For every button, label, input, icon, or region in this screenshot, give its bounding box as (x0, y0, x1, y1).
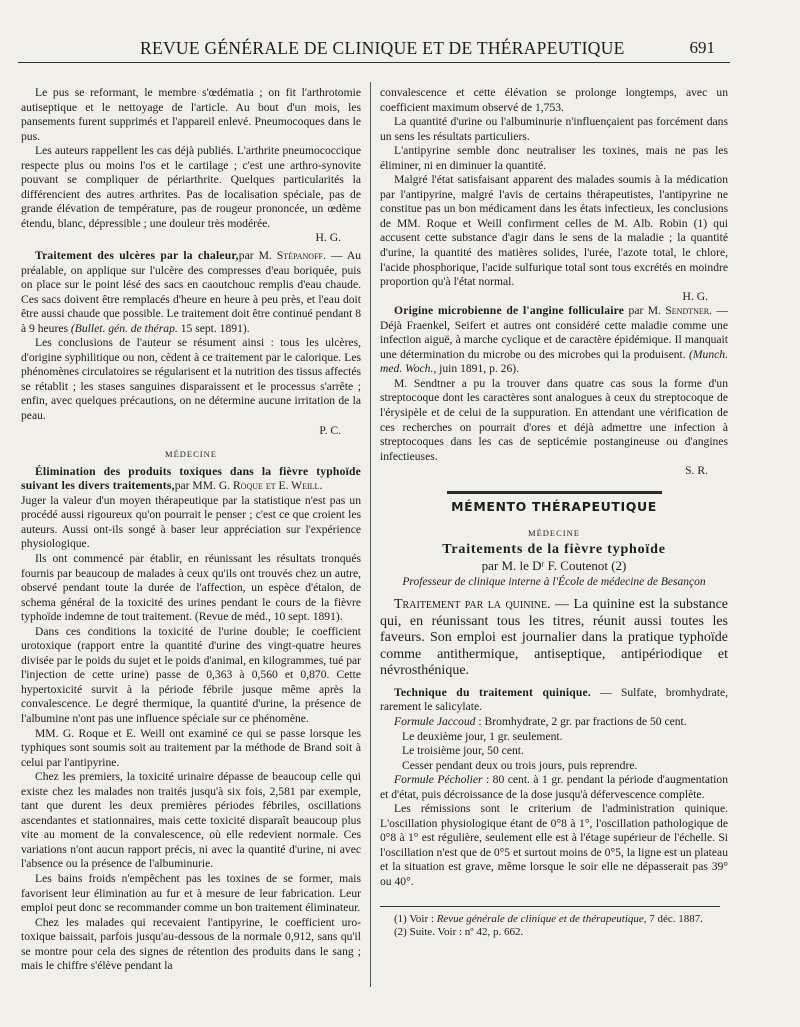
article-elimination-paragraph-1: Juger la valeur d'un moyen thérapeutique par la statistique n'est pas un procédé aussi rigoureux qu'on pourrait le penser ; c'est ce que croient les auteurs. Aussi ont-ils songé à baser leur appréciation sur l'expérience physiologique. (21, 493, 361, 551)
article-ulceres-author-prefix: par M. (238, 249, 277, 263)
article-elimination-paragraph-6: Les bains froids n'empêchent pas les toxines de se former, mais favorisent leur élimination au fur et à mesure de leur fabrication. Leur emploi peut donc se recommander comme un bon traitement éliminateur. (21, 871, 361, 915)
memento-article-title: Traitements de la fièvre typhoïde (442, 541, 666, 557)
article-elimination-paragraph-7: Chez les malades qui recevaient l'antipyrine, le coefficient uro-toxique baissait, parfois jusqu'au-dessous de la normale 0,912, sans qu'il se montre pour cela des signes de rétention des produits dans le sang ; mais le chiffre s'élève pendant la (21, 915, 361, 973)
page-number: 691 (689, 38, 715, 57)
footnote-1-prefix: (1) Voir : (394, 912, 437, 925)
article-elimination (21, 465, 361, 494)
article-angine-title: Origine microbienne de l'angine folliculaire (394, 304, 625, 318)
article-ulceres-citation-date: 15 sept. 1891). (177, 321, 250, 335)
article-elimination-paragraph-5: Chez les premiers, la toxicité urinaire dépasse de beaucoup celle qui existe chez les malades non traités jusqu'à six fois, 2,581 par exemple, tant que durent les deux premières périodes fébriles, oscillations ascendantes et stationnaires, mais cette toxicité disparaît beaucoup plus vite au moment de la convalescence, où elle redevient normale. Ces variations n'ont aucun rapport précis, ni avec la quantité d'urine, ni avec l'absence ou la présence de l'albuminurie. (21, 770, 361, 871)
memento-lead-heading: Traitement par la quinine. (394, 596, 551, 612)
article-elimination-paragraph-4: MM. G. Roque et E. Weill ont examiné ce qui se passe lorsque les typhiques sont soumis soit au traitement par la méthode de Brand soit à celui par l'antipyrine. (21, 726, 361, 769)
article-ulceres-paragraph-1: — Au préalable, on applique sur l'ulcère des compresses d'eau boriquée, puis on place sur le point lésé des sacs en caoutchouc remplis d'eau chaude. Ces sacs doivent être remplacés d'heure en heure à peu près, et l'eau doit être aussi chaude que possible. Le traitement doit être continué pendant 8 à 9 heures (21, 249, 361, 335)
intro-signature: H. G. (315, 231, 341, 245)
memento-remissions: Les rémissions sont le criterium de l'administration quinique. L'oscillation physiologique étant de 0°8 à 1°, l'oscillation pathologique de 0°8 à 1° est régulière, seulement elle est à l'étage supérieur de l'échelle. Si l'oscillation n'est que de 0°5 et surtout moins de 0°5, la ligne est un plateau et la situation est grave, même lorsque le soir elle ne dépasserait pas 39° ou 40°. (380, 802, 728, 889)
memento-technique-title: Technique du traitement quinique. (394, 685, 591, 699)
formula-jaccoud-text: : Bromhydrate, 2 gr. par fractions de 50 cent. (475, 715, 687, 729)
continuation-paragraph-2: La quantité d'urine ou l'albuminurie n'influençaient pas forcément dans un sens les résultats particuliers. (380, 115, 728, 143)
article-angine-author-prefix: par M. (624, 304, 666, 318)
article-ulceres-paragraph-2: Les conclusions de l'auteur se résument ainsi : tous les ulcères, d'origine syphilitique ou non, cèdent à ce traitement par le calorique. Les phénomènes circulatoires se régularisent et la nutrition des tissus affectés se rétablit ; les stases sanguines disparaissent et le processus s'arrête ; enfin, avec quelques précautions, on ne détermine aucune irritation de la peau. (21, 336, 361, 423)
article-angine-citation: (Munch. med. Woch., (380, 347, 728, 376)
memento-section-label: MÉDECINE (528, 528, 580, 539)
article-angine-citation-date: juin 1891, p. 26). (436, 362, 520, 376)
article-angine-author: Sendtner. (665, 304, 713, 318)
article-elimination-paragraph-3: Dans ces conditions la toxicité de l'urine double; le coefficient urotoxique (rapport entre la quantité d'urine des vingt-quatre heures divisée par le poids du sujet et le poids d'animal, en kilogrammes, tué par l'injection de cette urine) passe de 0,363 à 0,560 et 0,870. Cette hypertoxicité survit à la période fébrile jusque même après la convalescence. Le degré thermique, la quantité d'urine, la présence de l'albumine n'ont pas une influence spéciale sur ce phénomène. (21, 624, 361, 725)
article-angine-paragraph-2: M. Sendtner a pu la trouver dans quatre cas sous la forme d'un streptocoque dont les caractères sont analogues à ceux du streptocoque de l'érysipèle et de celui de la suppuration. En attendant une vérification de ces recherches on pourrait d'ores et déjà admettre une infection à streptocoques dans les cas de septicémie postangineuse ou d'angines infectieuses. (380, 376, 728, 463)
formula-jaccoud-day3: Le troisième jour, 50 cent. (402, 744, 524, 758)
memento-body (380, 686, 728, 890)
footnote-rule (380, 906, 720, 907)
article-ulceres-signature: P. C. (319, 423, 341, 437)
memento-formula-jaccoud (380, 715, 728, 730)
article-ulceres-title: Traitement des ulcères par la chaleur, (35, 249, 239, 263)
memento-title: MÉMENTO THÉRAPEUTIQUE (451, 498, 657, 514)
memento-technique-text: — Sulfate, bromhydrate, rarement le salicylate. (380, 685, 728, 714)
memento-formula-pecholier (380, 773, 728, 802)
memento-lead-text: — La quinine est la substance qui, en réunissant tous les titres, réunit aussi toutes les faveurs. Son emploi est journalier dans la pratique typhoïde comme antithermique, antiseptique, antipériodique et névrosthénique. (380, 596, 728, 679)
article-elimination-author-prefix: par MM. (174, 479, 219, 493)
continuation-paragraph-3: L'antipyrine semble donc neutraliser les toxines, mais ne pas les éliminer, ni en diminuer la quantité. (380, 144, 728, 172)
article-elimination-title: Élimination des produits toxiques dans la fièvre typhoïde suivant les divers traitements, (21, 464, 361, 493)
footnote-1-title: Revue générale de clinique et de thérapeutique, (436, 912, 647, 925)
continuation-signature: H. G. (682, 289, 708, 303)
formula-pecholier-label: Formule Pécholier (394, 773, 483, 787)
footnote-1-date: 7 déc. 1887. (646, 912, 704, 925)
page-header (110, 36, 715, 62)
footnote-2: (2) Suite. Voir : nº 42, p. 662. (394, 926, 524, 939)
formula-jaccoud-stop: Cesser pendant deux ou trois jours, puis reprendre. (402, 758, 638, 772)
article-elimination-author: G. Roque et E. Weill. (218, 479, 323, 493)
right-column (380, 86, 728, 1001)
article-angine-paragraph-1: — Déjà Fraenkel, Seifert et autres ont considéré cette maladie comme une infection aiguë, à marche cyclique et de caractère épidémique. Il manquait une détermination du microbe ou des microbes qui la produisent. (380, 304, 728, 361)
column-divider (370, 82, 371, 987)
memento-author-line: par M. le Dʳ F. Coutenot (2) (481, 558, 627, 574)
header-rule (18, 62, 730, 63)
footnote-1 (380, 913, 728, 927)
left-column (21, 86, 361, 1004)
intro-paragraph-2: Les auteurs rappellent les cas déjà publiés. L'arthrite pneumococcique respecte plus ou moins l'os et le cartilage ; c'est une arthro-synovite pouvant se compliquer de périarthrite. Quelques particularités la différencient des autres arthrites. Pas de localisation spéciale, pas de grande élévation de température, pas de rougeur prononcée, un œdème étendu, blanc, dépressible ; une douleur très modérée. (21, 144, 361, 230)
formula-pecholier-text: : 80 cent. à 1 gr. pendant la période d'augmentation et d'état, puis décroissance de la dose jusqu'à défervescence complète. (380, 773, 728, 801)
memento-lead-paragraph (380, 597, 728, 680)
article-angine-signature: S. R. (685, 464, 708, 478)
continuation-paragraph-1: convalescence et cette élévation se prolonge longtemps, avec un coefficient maximum observé de 1,753. (380, 86, 728, 114)
memento-technique (380, 686, 728, 715)
article-elimination-paragraph-2: Ils ont commencé par établir, en réunissant les résultats tronqués fournis par beaucoup de malades à ceux qu'ils ont trouvés chez un autre, observé pendant toute la durée de l'affection, un espèce d'étalon, de schema général de la toxicité des urines pendant le cours de la fièvre typhoïde indemne de tout traitement. (Revue de méd., 10 sept. 1891). (21, 551, 361, 624)
continuation-paragraph-4: Malgré l'état satisfaisant apparent des malades soumis à la médication par l'antipyrine, malgré l'avis de certains thérapeutistes, l'antipyrine ne constitue pas un bon médicament dans les états infectieux, les conclusions de MM. Roque et Weill confirment celles de M. Alb. Robin (1) qui accusent cette substance d'agir dans le sens de la maladie ; la quantité d'urine, la quantité des matières solides, l'urée, l'azote total, le chlore, l'acide phosphorique, l'acide sulfurique total sont tous excrétés en moindre proportion qu'à l'état normal. (380, 173, 728, 289)
running-title: REVUE GÉNÉRALE DE CLINIQUE ET DE THÉRAPEUTIQUE (140, 38, 625, 58)
formula-jaccoud-day2: Le deuxième jour, 1 gr. seulement. (402, 729, 563, 743)
article-ulceres (21, 249, 361, 336)
formula-jaccoud-label: Formule Jaccoud (394, 715, 476, 729)
intro-paragraph-1: Le pus se reformant, le membre s'œdématia ; on fit l'arthrotomie autiseptique et le nettoyage de l'article. Au bout d'un mois, les pansements furent supprimés et l'appareil enlevé. Pneumocoques dans le pus. (21, 86, 361, 143)
article-ulceres-author: Stépanoff. (276, 249, 326, 263)
article-angine (380, 304, 728, 377)
article-ulceres-citation: (Bullet. gén. de thérap. (70, 321, 178, 335)
memento-affiliation: Professeur de clinique interne à l'École de médecine de Besançon (402, 575, 706, 588)
section-label-medecine: MÉDECINE (165, 449, 217, 460)
memento-rule (447, 491, 662, 494)
